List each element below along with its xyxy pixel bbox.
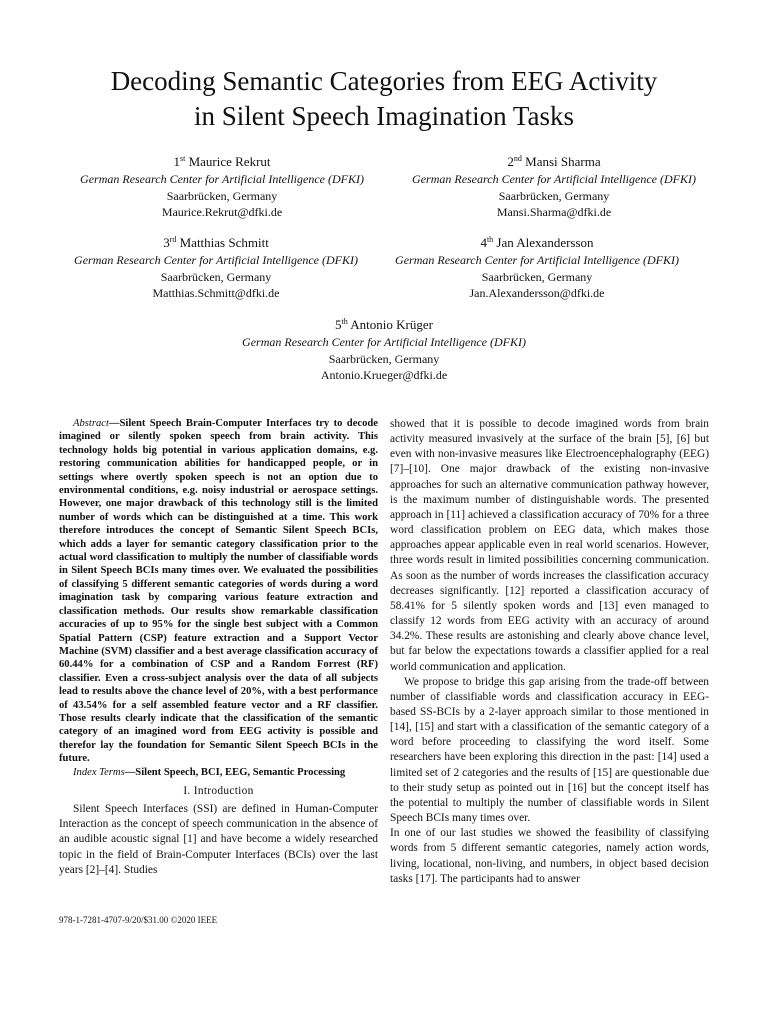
abstract <box>59 417 378 766</box>
index-terms-lead: Index Terms <box>73 766 125 778</box>
right-column <box>390 417 709 887</box>
abstract-body: —Silent Speech Brain-Computer Interfaces try to decode imagined or silently spoken speech from brain activity. This technology holds big potential in various application domains, e.g. restoring communication abilities for handicapped people, or in settings where overtly spoken speech is not an option due to environmental conditions, e.g. noisy industrial or aerospace settings. However, one major drawback of this technology still is the limited number of words which can be distinguished at a time. This work therefore introduces the concept of Semantic Silent Speech BCIs, which adds a layer for semantic category classification prior to the actual word classification to multiply the number of classifiable words in Silent Speech BCIs many times over. We evaluated the possibilities of classifying 5 different semantic categories of words during a word imagination task by comparing various feature extraction and classification methods. Our results show remarkable classification accuracies of up to 95% for the single best subject with a Common Spatial Pattern (CSP) feature extraction and a Support Vector Machine (SVM) classifier and a best average classification accuracy of 60.44% for a combination of CSP and a Random Forrest (RF) classifier. Even a cross-subject analysis over the data of all subjects lead to results above the chance level of 20%, with a best performance of 43.54% for a self assembled feature vector and a RF classifier. Those results clearly indicate that the classification of the semantic category of an imagined word from EEG activity is possible and therefor lay the foundation for Semantic Silent Speech BCIs in the future. <box>59 418 378 765</box>
author-affiliation: German Research Center for Artificial Intelligence (DFKI) <box>74 253 358 267</box>
author-email[interactable]: Mansi.Sharma@dfki.de <box>496 205 612 219</box>
author-affiliation: German Research Center for Artificial Intelligence (DFKI) <box>395 253 679 267</box>
title-line-2: in Silent Speech Imagination Tasks <box>193 101 575 131</box>
author-location: Saarbrücken, Germany <box>166 188 278 203</box>
author-name: 5th Antonio Krüger <box>335 317 433 332</box>
section-heading-introduction: I. Introduction <box>183 784 254 797</box>
author-block-1 <box>52 153 392 221</box>
index-terms <box>59 766 378 779</box>
author-location: Saarbrücken, Germany <box>328 351 440 366</box>
index-terms-body: —Silent Speech, BCI, EEG, Semantic Processing <box>124 766 346 778</box>
author-name: 2nd Mansi Sharma <box>507 154 601 169</box>
author-block-4 <box>367 234 707 302</box>
author-name: 3rd Matthias Schmitt <box>163 235 269 250</box>
author-email[interactable]: Antonio.Krueger@dfki.de <box>320 368 448 382</box>
author-block-3 <box>46 234 386 302</box>
author-location: Saarbrücken, Germany <box>481 269 593 284</box>
author-name: 1st Maurice Rekrut <box>173 154 271 169</box>
abstract-lead: Abstract <box>73 418 109 429</box>
author-affiliation: German Research Center for Artificial Intelligence (DFKI) <box>412 172 696 186</box>
author-affiliation: German Research Center for Artificial Intelligence (DFKI) <box>80 172 364 186</box>
author-location: Saarbrücken, Germany <box>160 269 272 284</box>
body-paragraph-1: showed that it is possible to decode imagined words from brain activity measured invasively at the surface of the brain [5], [6] but even with non-invasive measures like Electroencephalography (EEG) [7]–[10]. One major drawback of the existing non-invasive approaches for such an alternative communication pathway however, is the maximum number of distinguishable words. The presented approach in [11] achieved a classification accuracy of 70% for a three word classification problem on EEG data, which makes those approaches appear applicable even in real world scenarios. However, three words result in limited possibilities concerning communication. As soon as the number of words increases the classification accuracy decreases significantly. [12] reported a classification accuracy of 58.41% for 5 silently spoken words and [13] even managed to classify 12 words from EEG activity with an accuracy of around 34.2%. These results are astonishing and clearly above chance level, but far below the expectations towards a classifier applied for a real world communication and application. <box>390 418 709 673</box>
author-email[interactable]: Maurice.Rekrut@dfki.de <box>161 205 283 219</box>
author-affiliation: German Research Center for Artificial Intelligence (DFKI) <box>242 335 526 349</box>
author-name: 4th Jan Alexandersson <box>480 235 594 250</box>
author-email[interactable]: Matthias.Schmitt@dfki.de <box>152 286 280 300</box>
title-line-1: Decoding Semantic Categories from EEG Activity <box>110 66 658 96</box>
author-block-5 <box>214 316 554 384</box>
copyright-footer: 978-1-7281-4707-9/20/$31.00 ©2020 IEEE <box>59 915 218 925</box>
author-email[interactable]: Jan.Alexandersson@dfki.de <box>469 286 605 300</box>
author-block-2 <box>384 153 724 221</box>
author-location: Saarbrücken, Germany <box>498 188 610 203</box>
left-column <box>59 417 378 878</box>
paper-title <box>40 64 728 134</box>
intro-paragraph-1: Silent Speech Interfaces (SSI) are defined in Human-Computer Interaction as the concept of speech communication in the absence of an audible acoustic signal [1] and have become a widely researched topic in the field of Brain-Computer Interfaces (BCIs) over the last years [2]–[4]. Studies <box>59 803 378 876</box>
body-paragraph-3: In one of our last studies we showed the feasibility of classifying words from 5 different semantic categories, namely action words, living, locational, non-living, and numbers, in object based decision tasks [17]. The participants had to answer <box>390 827 709 885</box>
body-paragraph-2: We propose to bridge this gap arising from the trade-off between number of classifiable words and classification accuracy in EEG-based SS-BCIs by a 2-layer approach similar to those mentioned in [14], [15] and start with a classification of the semantic category of a word before proceeding to classifying the word itself. Some researchers have been exploring this direction in the past: [14] used a limited set of 2 categories and the results of [15] are questionable due to their study setup as pointed out in [16] but the concept itself has the potential to multiply the number of classifiable words in Silent Speech BCIs many times over. <box>390 675 709 825</box>
